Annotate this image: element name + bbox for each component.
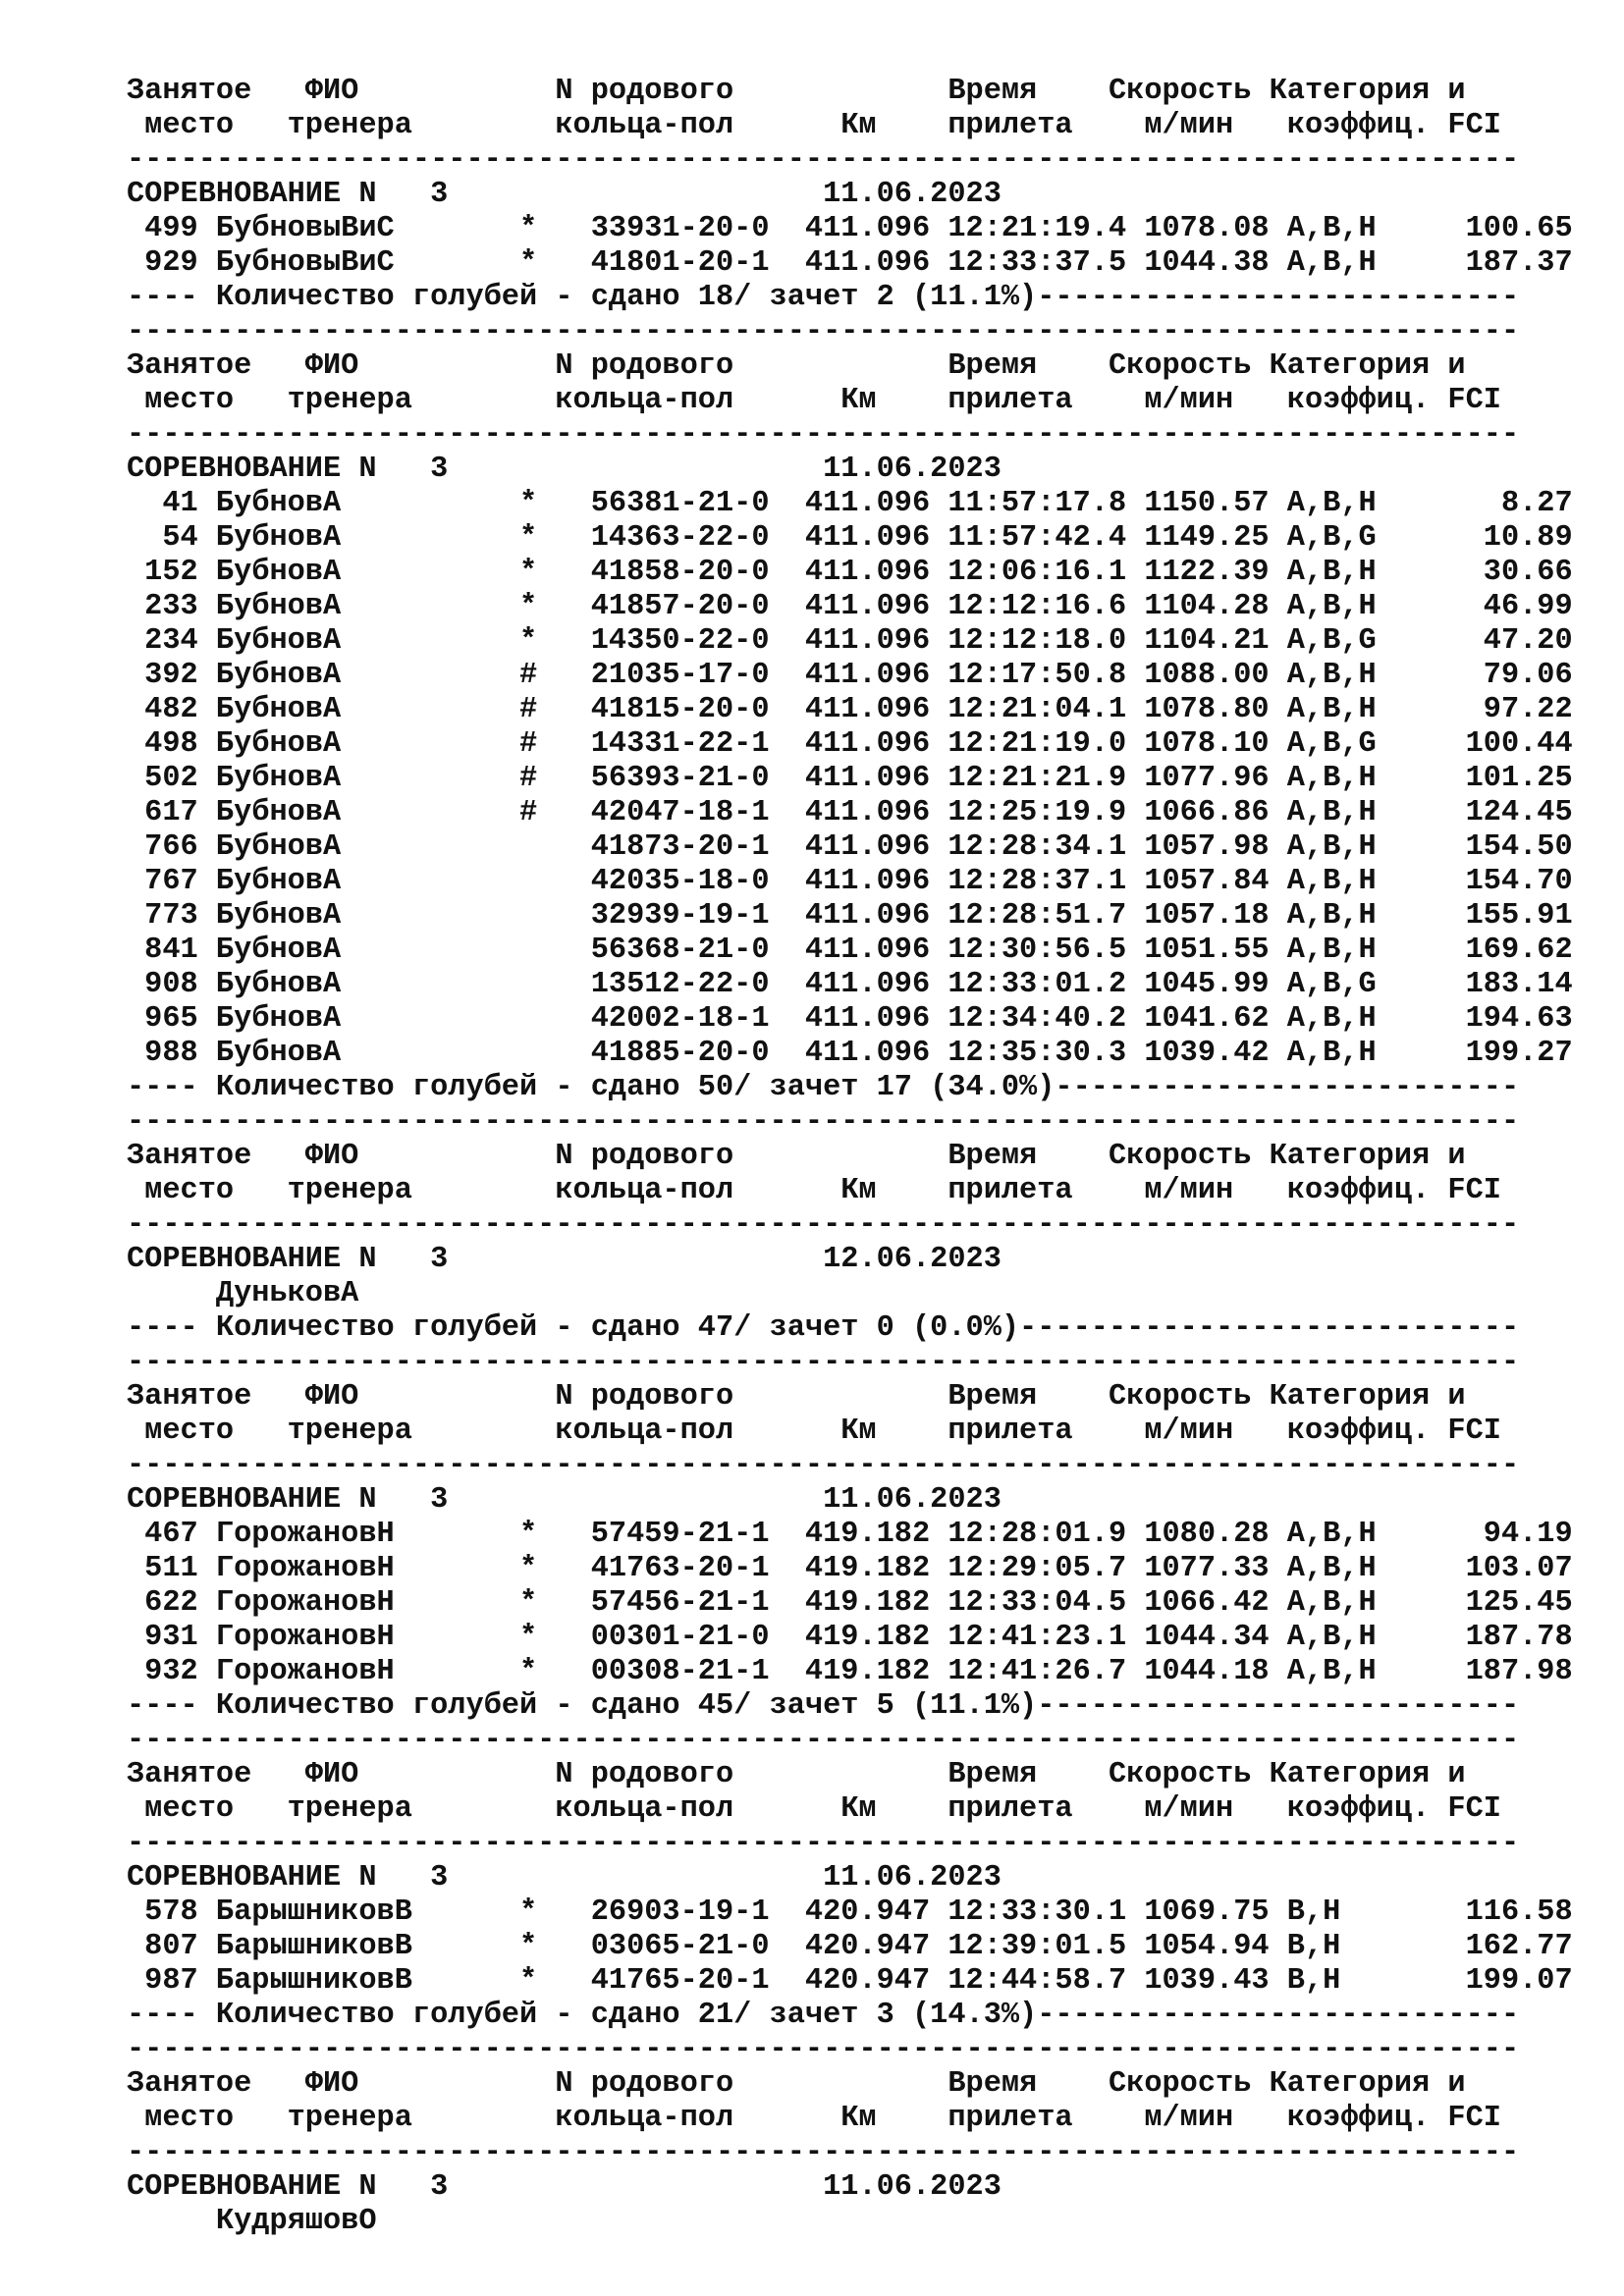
- result-row: 578 БарышниковВ * 26903-19-1 420.947 12:33:30.1 1069.75 B,H 116.58: [127, 1896, 1573, 1929]
- result-row: 932 ГорожановН * 00308-21-1 419.182 12:41:26.7 1044.18 A,B,H 187.98: [127, 1655, 1573, 1688]
- result-row: 41 БубновА * 56381-21-0 411.096 11:57:17.8 1150.57 A,B,H 8.27: [127, 487, 1573, 520]
- result-row: КудряшовО: [127, 2205, 377, 2238]
- result-row: 929 БубновыВиС * 41801-20-1 411.096 12:33:37.5 1044.38 A,B,H 187.37: [127, 246, 1573, 280]
- result-row: 767 БубновА 42035-18-0 411.096 12:28:37.1 1057.84 A,B,H 154.70: [127, 865, 1573, 898]
- result-row: 511 ГорожановН * 41763-20-1 419.182 12:29:05.7 1077.33 A,B,H 103.07: [127, 1552, 1573, 1585]
- competition-title: СОРЕВНОВАНИЕ N 3 11.06.2023: [127, 1483, 1001, 1517]
- result-row: 931 ГорожановН * 00301-21-0 419.182 12:41:23.1 1044.34 A,B,H 187.78: [127, 1621, 1573, 1654]
- result-row: 965 БубновА 42002-18-1 411.096 12:34:40.2 1041.62 A,B,H 194.63: [127, 1002, 1573, 1036]
- rule-line: ------------------------------------------------------------------------------: [127, 1724, 1520, 1757]
- column-header-line-2: место тренера кольца-пол Км прилета м/мин коэффиц. FCI: [127, 1792, 1501, 1826]
- results-sheet: [127, 75, 1573, 2239]
- result-row: 392 БубновА # 21035-17-0 411.096 12:17:50.8 1088.00 A,B,H 79.06: [127, 659, 1573, 692]
- result-row: 498 БубновА # 14331-22-1 411.096 12:21:19.0 1078.10 A,B,G 100.44: [127, 727, 1573, 761]
- rule-line: ------------------------------------------------------------------------------: [127, 1827, 1520, 1860]
- result-row: 617 БубновА # 42047-18-1 411.096 12:25:19.9 1066.86 A,B,H 124.45: [127, 796, 1573, 829]
- rule-line: ------------------------------------------------------------------------------: [127, 143, 1520, 177]
- rule-line: ------------------------------------------------------------------------------: [127, 2033, 1520, 2066]
- result-row: 773 БубновА 32939-19-1 411.096 12:28:51.7 1057.18 A,B,H 155.91: [127, 899, 1573, 933]
- summary-line: ---- Количество голубей - сдано 18/ зачет 2 (11.1%)---------------------------: [127, 281, 1520, 314]
- result-row: 152 БубновА * 41858-20-0 411.096 12:06:16.1 1122.39 A,B,H 30.66: [127, 556, 1573, 589]
- competition-title: СОРЕВНОВАНИЕ N 3 11.06.2023: [127, 1861, 1001, 1895]
- summary-line: ---- Количество голубей - сдано 50/ зачет 17 (34.0%)--------------------------: [127, 1071, 1520, 1104]
- competition-title: СОРЕВНОВАНИЕ N 3 12.06.2023: [127, 1243, 1001, 1276]
- rule-line: ------------------------------------------------------------------------------: [127, 1208, 1520, 1242]
- result-row: 807 БарышниковВ * 03065-21-0 420.947 12:39:01.5 1054.94 B,H 162.77: [127, 1930, 1573, 1963]
- summary-line: ---- Количество голубей - сдано 21/ зачет 3 (14.3%)---------------------------: [127, 1999, 1520, 2032]
- result-row: 987 БарышниковВ * 41765-20-1 420.947 12:44:58.7 1039.43 B,H 199.07: [127, 1964, 1573, 1998]
- result-row: 467 ГорожановН * 57459-21-1 419.182 12:28:01.9 1080.28 A,B,H 94.19: [127, 1518, 1573, 1551]
- column-header-line-1: Занятое ФИО N родового Время Скорость Категория и: [127, 349, 1466, 383]
- result-row: 766 БубновА 41873-20-1 411.096 12:28:34.1 1057.98 A,B,H 154.50: [127, 830, 1573, 864]
- result-row: 499 БубновыВиС * 33931-20-0 411.096 12:21:19.4 1078.08 A,B,H 100.65: [127, 212, 1573, 245]
- result-row: 841 БубновА 56368-21-0 411.096 12:30:56.5 1051.55 A,B,H 169.62: [127, 934, 1573, 967]
- result-row: 908 БубновА 13512-22-0 411.096 12:33:01.2 1045.99 A,B,G 183.14: [127, 968, 1573, 1001]
- rule-line: ------------------------------------------------------------------------------: [127, 1105, 1520, 1139]
- rule-line: ------------------------------------------------------------------------------: [127, 1346, 1520, 1379]
- rule-line: ------------------------------------------------------------------------------: [127, 2136, 1520, 2169]
- column-header-line-1: Занятое ФИО N родового Время Скорость Категория и: [127, 1380, 1466, 1414]
- column-header-line-2: место тренера кольца-пол Км прилета м/мин коэффиц. FCI: [127, 2102, 1501, 2135]
- summary-line: ---- Количество голубей - сдано 45/ зачет 5 (11.1%)---------------------------: [127, 1689, 1520, 1723]
- result-row: 234 БубновА * 14350-22-0 411.096 12:12:18.0 1104.21 A,B,G 47.20: [127, 624, 1573, 658]
- result-row: 54 БубновА * 14363-22-0 411.096 11:57:42.4 1149.25 A,B,G 10.89: [127, 521, 1573, 555]
- rule-line: ------------------------------------------------------------------------------: [127, 1449, 1520, 1482]
- column-header-line-1: Занятое ФИО N родового Время Скорость Категория и: [127, 2067, 1466, 2101]
- summary-line: ---- Количество голубей - сдано 47/ зачет 0 (0.0%)----------------------------: [127, 1311, 1520, 1345]
- rule-line: ------------------------------------------------------------------------------: [127, 418, 1520, 452]
- column-header-line-2: место тренера кольца-пол Км прилета м/мин коэффиц. FCI: [127, 384, 1501, 417]
- rule-line: ------------------------------------------------------------------------------: [127, 315, 1520, 348]
- column-header-line-2: место тренера кольца-пол Км прилета м/мин коэффиц. FCI: [127, 1174, 1501, 1207]
- column-header-line-2: место тренера кольца-пол Км прилета м/мин коэффиц. FCI: [127, 109, 1501, 142]
- competition-title: СОРЕВНОВАНИЕ N 3 11.06.2023: [127, 178, 1001, 211]
- competition-title: СОРЕВНОВАНИЕ N 3 11.06.2023: [127, 453, 1001, 486]
- result-row: 502 БубновА # 56393-21-0 411.096 12:21:21.9 1077.96 A,B,H 101.25: [127, 762, 1573, 795]
- result-row: 988 БубновА 41885-20-0 411.096 12:35:30.3 1039.42 A,B,H 199.27: [127, 1037, 1573, 1070]
- result-row: 622 ГорожановН * 57456-21-1 419.182 12:33:04.5 1066.42 A,B,H 125.45: [127, 1586, 1573, 1620]
- result-row: ДуньковА: [127, 1277, 359, 1310]
- column-header-line-1: Занятое ФИО N родового Время Скорость Категория и: [127, 75, 1466, 108]
- column-header-line-1: Занятое ФИО N родового Время Скорость Категория и: [127, 1140, 1466, 1173]
- competition-title: СОРЕВНОВАНИЕ N 3 11.06.2023: [127, 2170, 1001, 2204]
- column-header-line-1: Занятое ФИО N родового Время Скорость Категория и: [127, 1758, 1466, 1791]
- column-header-line-2: место тренера кольца-пол Км прилета м/мин коэффиц. FCI: [127, 1415, 1501, 1448]
- result-row: 233 БубновА * 41857-20-0 411.096 12:12:16.6 1104.28 A,B,H 46.99: [127, 590, 1573, 623]
- result-row: 482 БубновА # 41815-20-0 411.096 12:21:04.1 1078.80 A,B,H 97.22: [127, 693, 1573, 726]
